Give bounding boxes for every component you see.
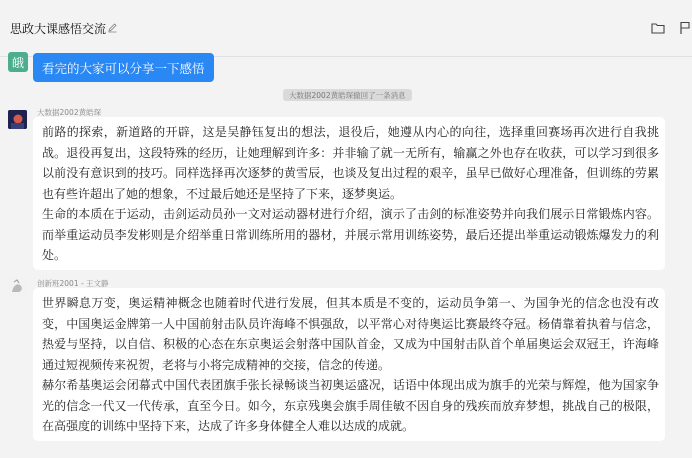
avatar[interactable]: 皒 xyxy=(8,52,28,72)
avatar[interactable] xyxy=(8,277,27,296)
avatar[interactable] xyxy=(8,110,27,129)
sender-name: 大数据2002黄皓琛 xyxy=(37,108,102,117)
message-paragraph: 世界瞬息万变，奥运精神概念也随着时代进行发展，但其本质是不变的，运动员争第一、为国争光的信念也没有改变，中国奥运金牌第一人中国前射击队员许海峰不惧强敌，以平常心对待奥运比赛最终夺冠。杨倩靠着执着与信念，热爱与坚持，以自信、积极的心态在东京奥运会射落中国队首金，又成为中国射击队首个单届奥运会双冠王，许海峰通过短视频传来祝贺，老将与小将完成精神的交接，信念的传递。 xyxy=(42,296,659,372)
message-paragraph: 赫尔希基奥运会闭幕式中国代表团旗手张长禄畅谈当初奥运盛况，话语中体现出成为旗手的光荣与辉煌，他为国家争光的信念一代又一代传承，直至今日。如今，东京残奥会旗手周佳敏不因自身的残疾而放弃梦想，挑战自己的极限，在高强度的训练中坚持下来，达成了许多身体健全人难以达成的成就。 xyxy=(42,378,659,433)
chat-title: 思政大课感悟交流 xyxy=(10,22,107,36)
folder-icon[interactable] xyxy=(651,22,665,34)
message-paragraph: 前路的探索，新道路的开辟，这是吴静钰复出的想法，退役后，她遵从内心的向往，选择重回赛场再次进行自我挑战。退役再复出，这段特殊的经历，让她理解到许多：并非输了就一无所有，输赢之外也存在收获，可以学习到很多以前没有意识到的技巧。同样选择再次逐梦的黄雪辰，也谈及复出过程的艰辛，虽早已做好心理准备，但训练的劳累也有些许超出了她的想象，不过最后她还是坚持了下来，逐梦奥运。 xyxy=(42,125,659,201)
chat-header xyxy=(0,0,692,57)
recall-notice: 大数据2002黄皓琛撤回了一条消息 xyxy=(283,89,412,101)
flag-icon[interactable] xyxy=(679,21,691,35)
edit-icon[interactable] xyxy=(107,22,118,33)
sender-name: 创新班2001 - 王文静 xyxy=(37,279,109,288)
message-paragraph: 生命的本质在于运动，击剑运动员孙一文对运动器材进行介绍，演示了击剑的标准姿势并向我们展示日常锻炼内容。而举重运动员李发彬则是介绍举重日常训练所用的器材，并展示常用训练姿势，最后还提出举重运动锻炼爆发力的利处。 xyxy=(42,207,659,262)
message-bubble[interactable] xyxy=(33,288,665,441)
message-bubble-self[interactable]: 看完的大家可以分享一下感悟 xyxy=(33,53,214,82)
message-bubble[interactable] xyxy=(33,117,665,270)
